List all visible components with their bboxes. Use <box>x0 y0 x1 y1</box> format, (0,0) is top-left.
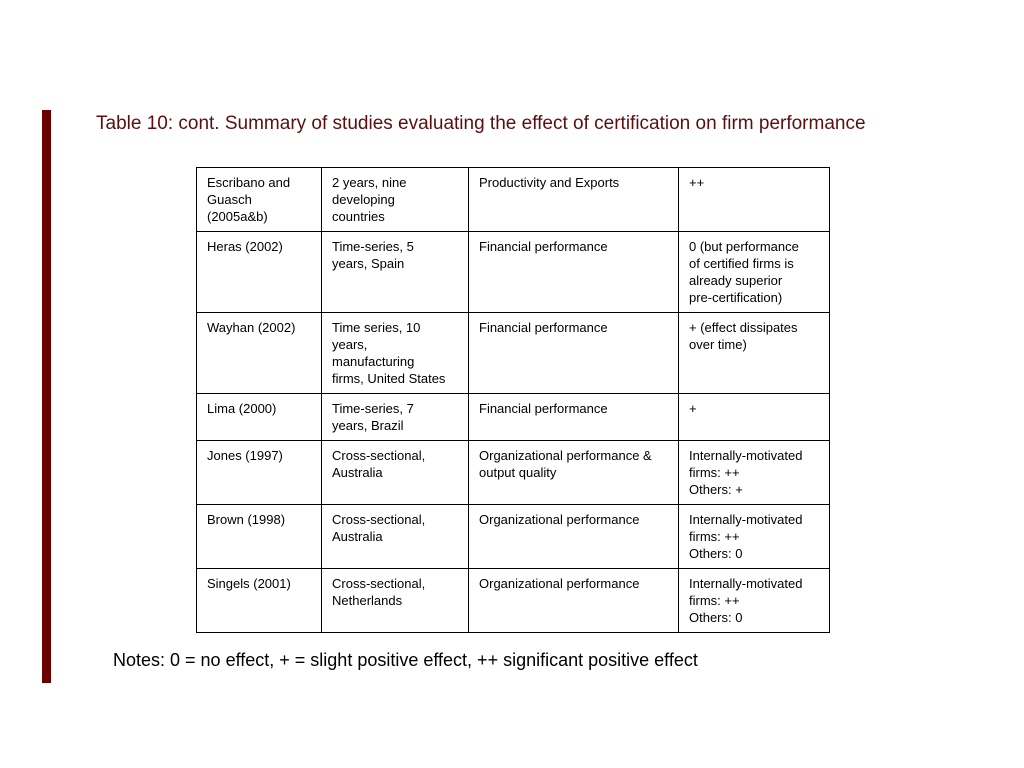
study-cell: Jones (1997) <box>197 441 322 505</box>
page-title: Table 10: cont. Summary of studies evaluating the effect of certification on firm performance <box>96 113 866 134</box>
study-cell: Escribano and Guasch (2005a&b) <box>197 168 322 232</box>
table-row <box>197 441 830 505</box>
measure-cell: Organizational performance & output quality <box>469 441 679 505</box>
measure-cell: Organizational performance <box>469 569 679 633</box>
effect-cell: 0 (but performance of certified firms is already superior pre-certification) <box>679 232 830 313</box>
data-cell: Cross-sectional, Australia <box>322 441 469 505</box>
table-row <box>197 394 830 441</box>
measure-cell: Productivity and Exports <box>469 168 679 232</box>
data-cell: Time-series, 7 years, Brazil <box>322 394 469 441</box>
effect-cell: ++ <box>679 168 830 232</box>
measure-cell: Financial performance <box>469 232 679 313</box>
effect-cell: Internally-motivated firms: ++ Others: 0 <box>679 505 830 569</box>
data-cell: Time-series, 5 years, Spain <box>322 232 469 313</box>
table-row <box>197 168 830 232</box>
effect-cell: + <box>679 394 830 441</box>
studies-table-container <box>196 167 830 633</box>
effect-cell: + (effect dissipates over time) <box>679 313 830 394</box>
notes-text: Notes: 0 = no effect, + = slight positive effect, ++ significant positive effect <box>113 650 698 670</box>
table-row <box>197 505 830 569</box>
measure-cell: Organizational performance <box>469 505 679 569</box>
table-row <box>197 232 830 313</box>
effect-cell: Internally-motivated firms: ++ Others: + <box>679 441 830 505</box>
study-cell: Singels (2001) <box>197 569 322 633</box>
study-cell: Wayhan (2002) <box>197 313 322 394</box>
data-cell: Cross-sectional, Australia <box>322 505 469 569</box>
measure-cell: Financial performance <box>469 313 679 394</box>
data-cell: Cross-sectional, Netherlands <box>322 569 469 633</box>
data-cell: 2 years, nine developing countries <box>322 168 469 232</box>
study-cell: Lima (2000) <box>197 394 322 441</box>
effect-cell: Internally-motivated firms: ++ Others: 0 <box>679 569 830 633</box>
accent-bar <box>42 110 51 683</box>
studies-table <box>196 167 830 633</box>
table-row <box>197 313 830 394</box>
measure-cell: Financial performance <box>469 394 679 441</box>
table-row <box>197 569 830 633</box>
study-cell: Brown (1998) <box>197 505 322 569</box>
data-cell: Time series, 10 years, manufacturing firms, United States <box>322 313 469 394</box>
study-cell: Heras (2002) <box>197 232 322 313</box>
